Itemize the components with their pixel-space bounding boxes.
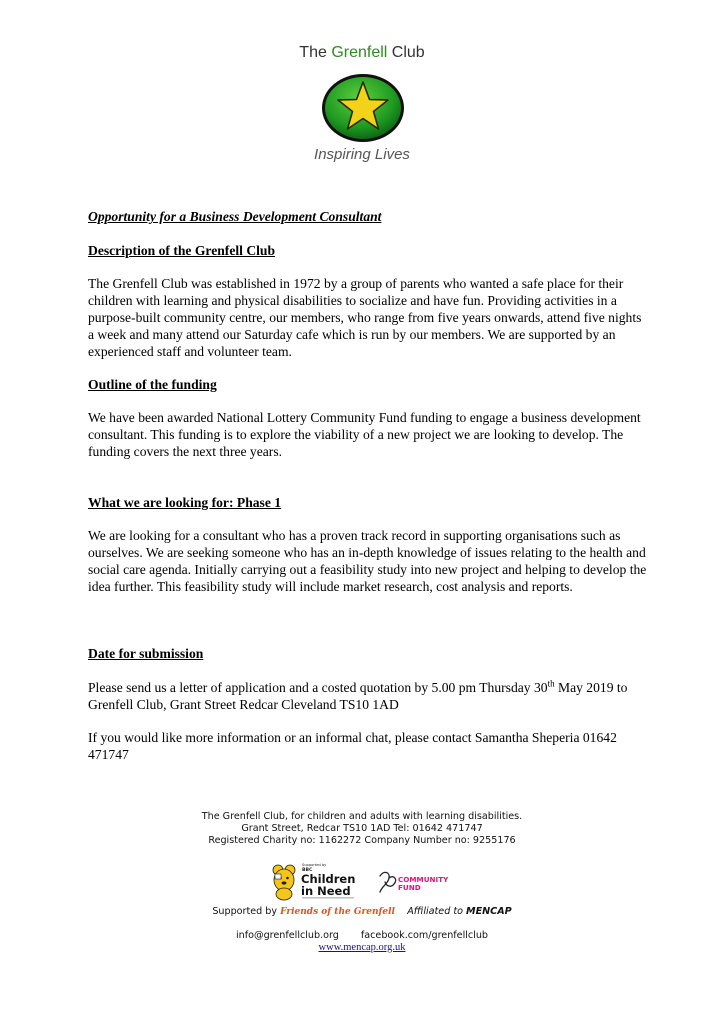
funding-heading-block <box>88 376 648 393</box>
cf-name-line-2: FUND <box>398 883 421 892</box>
description-heading: Description of the Grenfell Club <box>88 243 276 258</box>
looking-heading-block <box>88 494 648 511</box>
club-title-brand: Grenfell <box>331 44 388 61</box>
grenfell-star-logo <box>320 72 406 144</box>
contact-paragraph: If you would like more information or an informal chat, please contact Samantha Sheperia 01642 471747 <box>88 730 617 762</box>
community-fund-logo <box>376 866 450 898</box>
footer-address-block <box>0 811 724 847</box>
submission-paragraph <box>88 679 648 713</box>
cin-bbc-label: BBC <box>302 868 313 873</box>
submission-text-end: May 2019 to Grenfell Club, Grant Street Redcar Cleveland TS10 1AD <box>88 680 628 712</box>
email-address: info@grenfellclub.org <box>235 930 339 941</box>
footer-line-2: Grant Street, Redcar TS10 1AD Tel: 01642 471747 <box>241 823 483 834</box>
footer-line-3: Registered Charity no: 1162272 Company Number no: 9255176 <box>208 835 516 846</box>
supported-by-label: Supported by <box>212 906 278 917</box>
looking-for-paragraph: We are looking for a consultant who has a proven track record in supporting organisations such as ourselves. We are seeking someone who has an in-depth knowledge of issues relating to the health and social care agenda. Initially carrying out a feasibility study into new project and helping to develop the idea further. This feasibility study will include market research, cost analysis and reports. <box>88 528 647 594</box>
submission-text-start: Please send us a letter of application and a costed quotation by 5.00 pm Thursday 30 <box>88 680 548 695</box>
funding-heading: Outline of the funding <box>88 377 217 392</box>
club-title-prefix: The <box>299 44 332 61</box>
funding-paragraph: We have been awarded National Lottery Community Fund funding to engage a business development consultant. This funding is to explore the viability of a new project we are looking to develop. The funding covers the next three years. <box>88 410 641 459</box>
ordinal-suffix: th <box>547 678 555 689</box>
cf-name-line-1: COMMUNITY <box>398 875 449 884</box>
cin-name-line-2: in Need <box>301 884 351 898</box>
opportunity-heading <box>88 208 648 225</box>
friends-of-grenfell-text: Friends of the Grenfell <box>280 907 395 917</box>
mencap-name: MENCAP <box>466 906 512 917</box>
cin-name-line-1: Children <box>301 872 356 886</box>
submission-heading-block <box>88 645 648 662</box>
description-paragraph: The Grenfell Club was established in 1972 by a group of parents who wanted a safe place for their children with learning and physical disabilities to socialize and have fun. Providing activities in a purpose-built community centre, our members, who range from five years onwards, attend five nights a week and many attend our Saturday cafe which is run by our members. We are supported by an experienced staff and volunteer team. <box>88 276 642 359</box>
footer-line-1: The Grenfell Club, for children and adults with learning disabilities. <box>201 811 523 822</box>
opportunity-title: Opportunity for a Business Development Consultant <box>88 209 382 224</box>
facebook-address: facebook.com/grenfellclub <box>360 930 489 941</box>
club-title-suffix: Club <box>387 44 425 61</box>
submission-heading: Date for submission <box>88 646 204 661</box>
description-heading-block <box>88 242 648 259</box>
tagline: Inspiring Lives <box>314 146 410 163</box>
cin-supported-label: Supported by <box>302 863 327 867</box>
contact-links <box>0 930 724 941</box>
children-in-need-logo <box>268 860 360 902</box>
supported-by-line <box>0 906 724 917</box>
club-title <box>0 44 724 62</box>
mencap-website-link[interactable]: www.mencap.org.uk <box>318 942 406 953</box>
looking-for-heading: What we are looking for: Phase 1 <box>88 495 282 510</box>
affiliated-label: Affiliated to <box>407 906 463 917</box>
